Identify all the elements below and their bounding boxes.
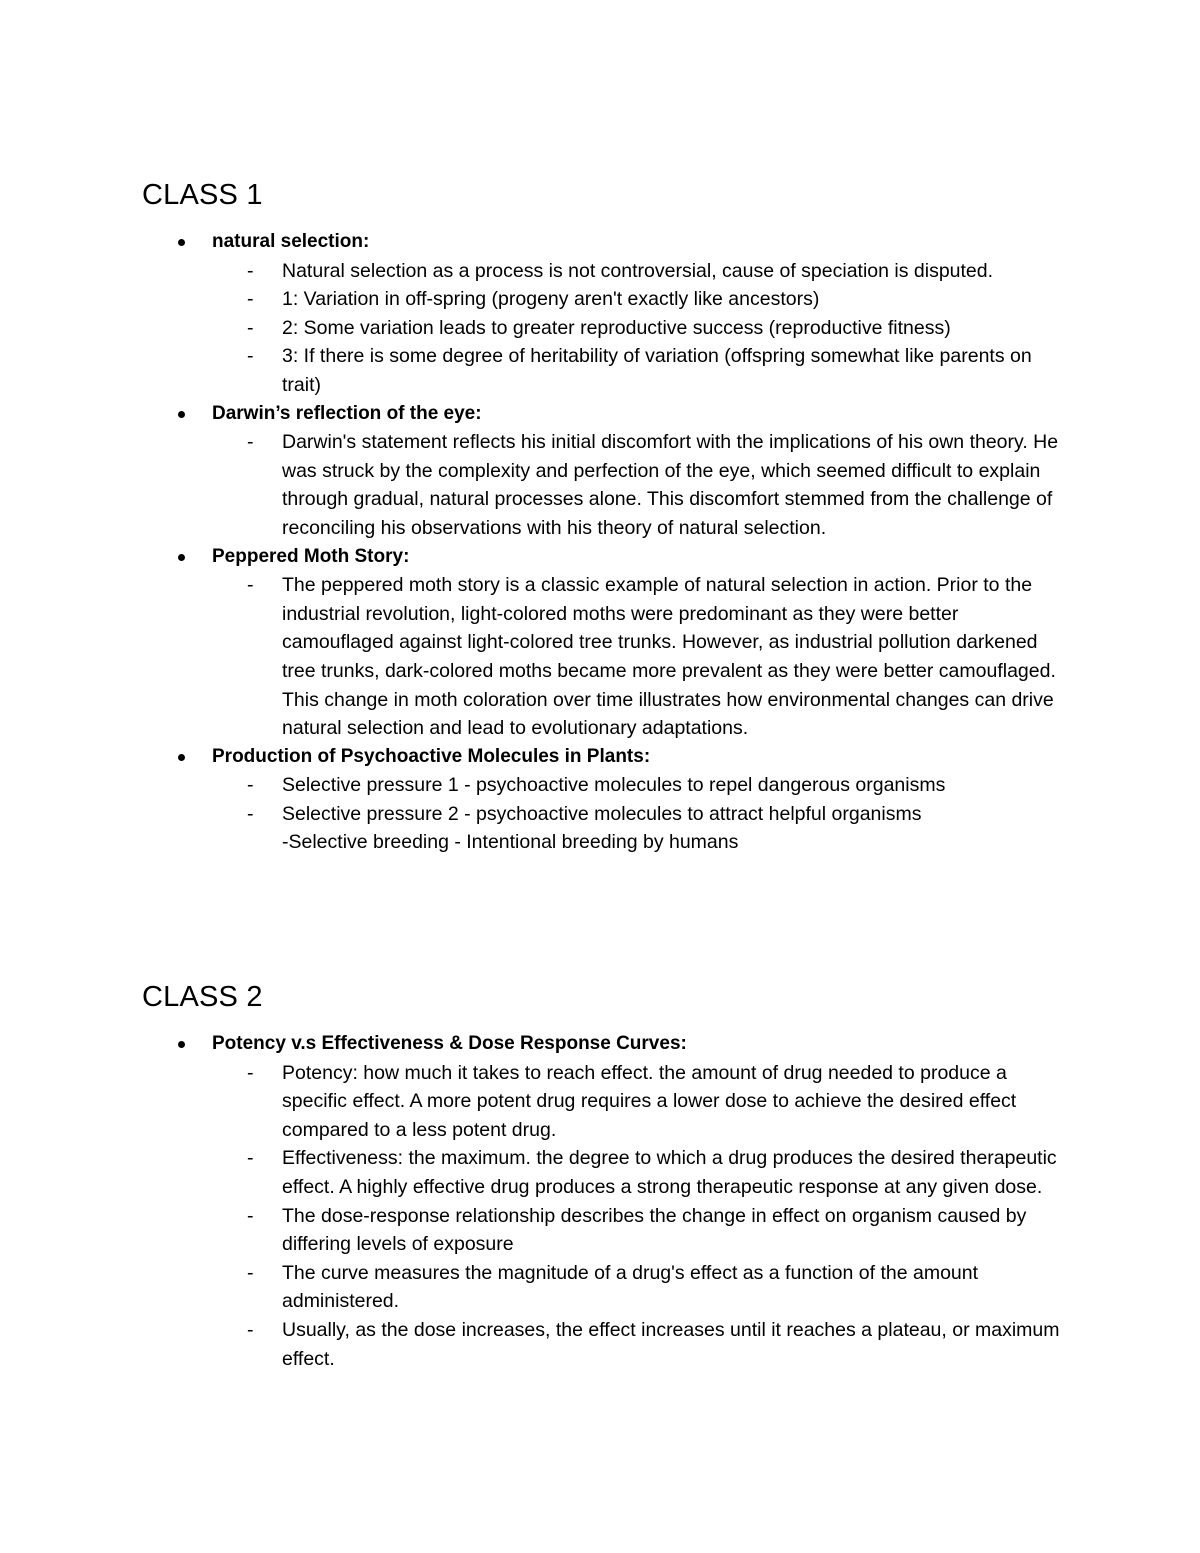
bullet-potency-effectiveness bbox=[0, 1030, 1200, 1373]
sub-item bbox=[0, 1059, 1200, 1145]
sub-item bbox=[0, 428, 1200, 542]
sub-list bbox=[0, 257, 1200, 400]
sub-item-text: Selective pressure 2 - psychoactive molecules to attract helpful organisms bbox=[282, 802, 922, 825]
dash-icon: - bbox=[247, 802, 254, 825]
bullet-dot-icon bbox=[178, 554, 185, 561]
sub-item bbox=[0, 314, 1200, 343]
sub-item-text: 3: If there is some degree of heritability of variation (offspring somewhat like parents on trait) bbox=[282, 345, 1032, 396]
sub-item-text: 1: Variation in off-spring (progeny aren't exactly like ancestors) bbox=[282, 288, 820, 311]
bullet-title: Potency v.s Effectiveness & Dose Response Curves: bbox=[212, 1033, 687, 1054]
selective-breeding-line: -Selective breeding - Intentional breeding by humans bbox=[282, 831, 739, 854]
sub-item bbox=[0, 342, 1200, 399]
dash-icon: - bbox=[247, 1318, 254, 1341]
bullet-psychoactive-molecules bbox=[0, 743, 1200, 857]
dash-icon: - bbox=[247, 259, 254, 282]
sub-item-text: Effectiveness: the maximum. the degree to which a drug produces the desired therapeutic effect. A highly effective drug produces a strong therapeutic response at any given dose. bbox=[282, 1147, 1057, 1198]
bullet-dot-icon bbox=[178, 239, 185, 246]
dash-icon: - bbox=[247, 288, 254, 311]
dash-icon: - bbox=[247, 574, 254, 597]
sub-item bbox=[0, 1144, 1200, 1201]
bullet-darwin-eye bbox=[0, 400, 1200, 543]
sub-item bbox=[0, 571, 1200, 743]
bullet-list-class-2 bbox=[0, 1030, 1200, 1373]
sub-item bbox=[0, 1316, 1200, 1373]
bullet-peppered-moth bbox=[0, 543, 1200, 743]
sub-item-text: The curve measures the magnitude of a drug's effect as a function of the amount administered. bbox=[282, 1261, 979, 1313]
bullet-title: Production of Psychoactive Molecules in Plants: bbox=[212, 745, 651, 767]
sub-item bbox=[0, 1259, 1200, 1316]
sub-item-text: Potency: how much it takes to reach effect. the amount of drug needed to produce a specific effect. A more potent drug requires a lower dose to achieve the desired effect compared to a less potent drug. bbox=[282, 1061, 1017, 1141]
dash-icon: - bbox=[247, 1261, 254, 1284]
section-heading-class-2: CLASS 2 bbox=[142, 981, 263, 1013]
sub-item bbox=[0, 285, 1200, 314]
dash-icon: - bbox=[247, 345, 254, 368]
bullet-dot-icon bbox=[178, 754, 185, 761]
dash-icon: - bbox=[247, 1204, 254, 1227]
bullet-natural-selection bbox=[0, 228, 1200, 400]
bullet-list-class-1 bbox=[0, 228, 1200, 857]
dash-icon: - bbox=[247, 774, 254, 797]
sub-item bbox=[0, 1202, 1200, 1259]
dash-icon: - bbox=[247, 431, 254, 454]
sub-item-text: Darwin's statement reflects his initial discomfort with the implications of his own theory. He was struck by the complexity and perfection of the eye, which seemed difficult to explain through gradual, natural processes alone. This discomfort stemmed from the challenge of reconciling his observations with his theory of natural selection. bbox=[282, 431, 1059, 539]
sub-item-text: Natural selection as a process is not controversial, cause of speciation is disputed. bbox=[282, 259, 994, 282]
sub-list bbox=[0, 1059, 1200, 1374]
bullet-title: Darwin’s reflection of the eye: bbox=[212, 402, 482, 424]
section-heading-class-1: CLASS 1 bbox=[142, 179, 263, 211]
sub-item-text: The dose-response relationship describes the change in effect on organism caused by differing levels of exposure bbox=[282, 1204, 1027, 1256]
bullet-dot-icon bbox=[178, 411, 185, 418]
dash-icon: - bbox=[247, 316, 254, 339]
sub-item bbox=[0, 771, 1200, 800]
sub-item bbox=[0, 257, 1200, 286]
bullet-dot-icon bbox=[178, 1041, 185, 1048]
dash-icon: - bbox=[247, 1061, 254, 1084]
sub-item-text: The peppered moth story is a classic example of natural selection in action. Prior to the industrial revolution, light-colored moths were predominant as they were better camouflaged against light-colored tree trunks. However, as industrial pollution darkened tree trunks, dark-colored moths became more prevalent as they were better camouflaged. This change in moth coloration over time illustrates how environmental changes can drive natural selection and lead to evolutionary adaptations. bbox=[282, 574, 1056, 740]
sub-list bbox=[0, 571, 1200, 743]
sub-item-text: Selective pressure 1 - psychoactive molecules to repel dangerous organisms bbox=[282, 774, 946, 797]
sub-list bbox=[0, 428, 1200, 542]
sub-item bbox=[0, 800, 1200, 829]
bullet-title: natural selection: bbox=[212, 231, 370, 252]
bullet-title: Peppered Moth Story: bbox=[212, 545, 410, 567]
sub-item-text: Usually, as the dose increases, the effect increases until it reaches a plateau, or maximum effect. bbox=[282, 1318, 1060, 1370]
sub-item-text: 2: Some variation leads to greater reproductive success (reproductive fitness) bbox=[282, 316, 951, 339]
sub-list bbox=[0, 771, 1200, 828]
dash-icon: - bbox=[247, 1147, 254, 1170]
